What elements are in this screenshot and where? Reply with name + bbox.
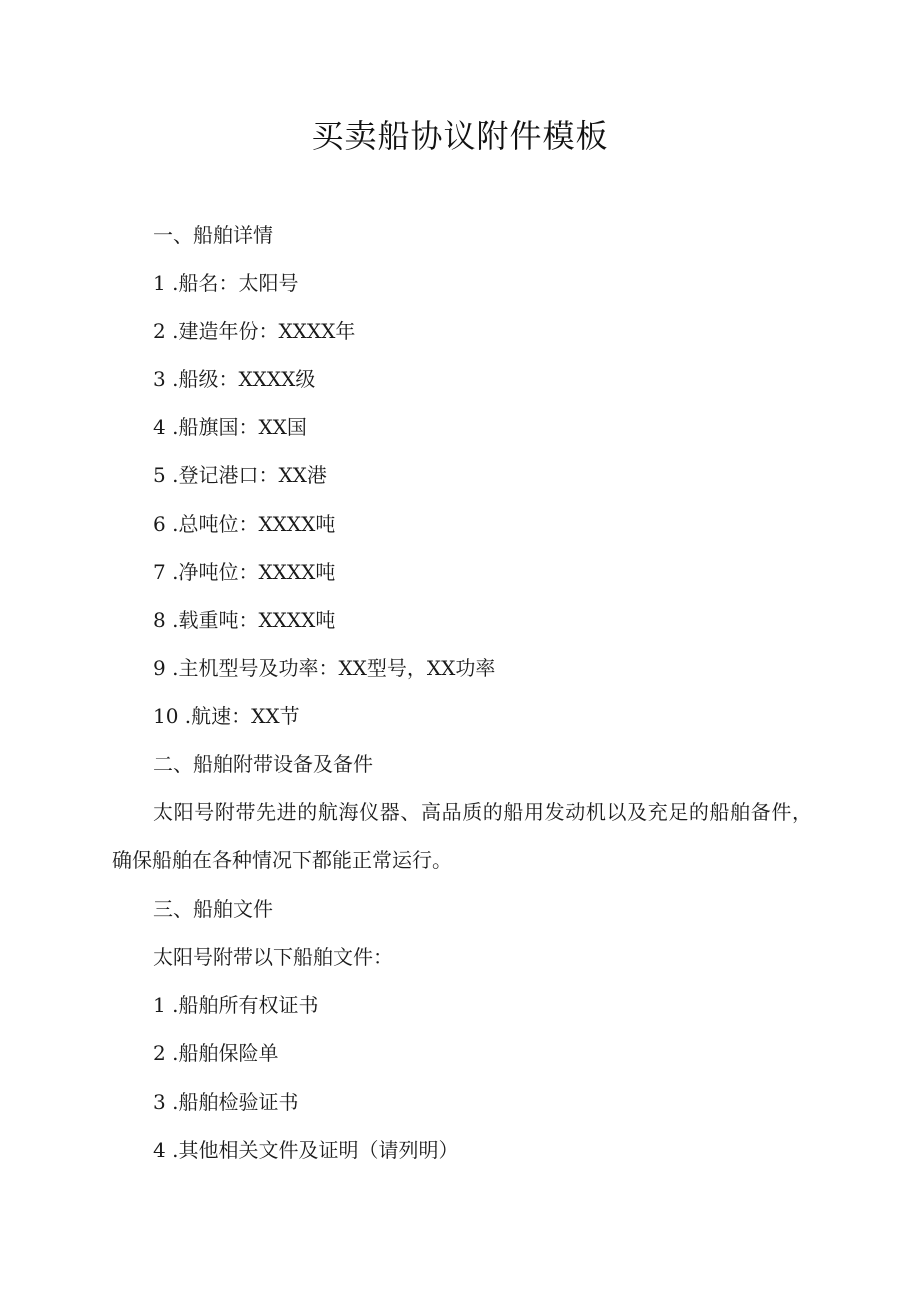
ship-detail-item: 3 .船级：XXXX级 xyxy=(153,367,316,391)
ship-detail-item: 8 .载重吨：XXXX吨 xyxy=(153,608,336,632)
ship-document-item: 4 .其他相关文件及证明（请列明） xyxy=(153,1138,459,1162)
ship-detail-item: 5 .登记港口：XX港 xyxy=(153,463,327,487)
ship-detail-item: 4 .船旗国：XX国 xyxy=(153,415,307,439)
documents-intro: 太阳号附带以下船舶文件： xyxy=(153,945,393,969)
ship-detail-item: 10 .航速：XX节 xyxy=(153,704,300,728)
ship-document-item: 1 .船舶所有权证书 xyxy=(153,993,319,1017)
section-3-heading: 三、船舶文件 xyxy=(153,897,273,921)
ship-detail-item: 7 .净吨位：XXXX吨 xyxy=(153,560,336,584)
ship-detail-item: 9 .主机型号及功率：XX型号，XX功率 xyxy=(153,656,496,680)
document-title: 买卖船协议附件模板 xyxy=(311,117,609,155)
ship-detail-item: 1 .船名：太阳号 xyxy=(153,271,299,295)
section-2-heading: 二、船舶附带设备及备件 xyxy=(153,752,373,776)
equipment-description: 太阳号附带先进的航海仪器、高品质的船用发动机以及充足的船舶备件，确保船舶在各种情况下都能正常运行。 xyxy=(112,800,812,872)
ship-document-item: 3 .船舶检验证书 xyxy=(153,1090,299,1114)
section-1-heading: 一、船舶详情 xyxy=(153,223,273,247)
ship-detail-item: 2 .建造年份：XXXX年 xyxy=(153,319,356,343)
ship-detail-item: 6 .总吨位：XXXX吨 xyxy=(153,512,336,536)
ship-document-item: 2 .船舶保险单 xyxy=(153,1041,279,1065)
